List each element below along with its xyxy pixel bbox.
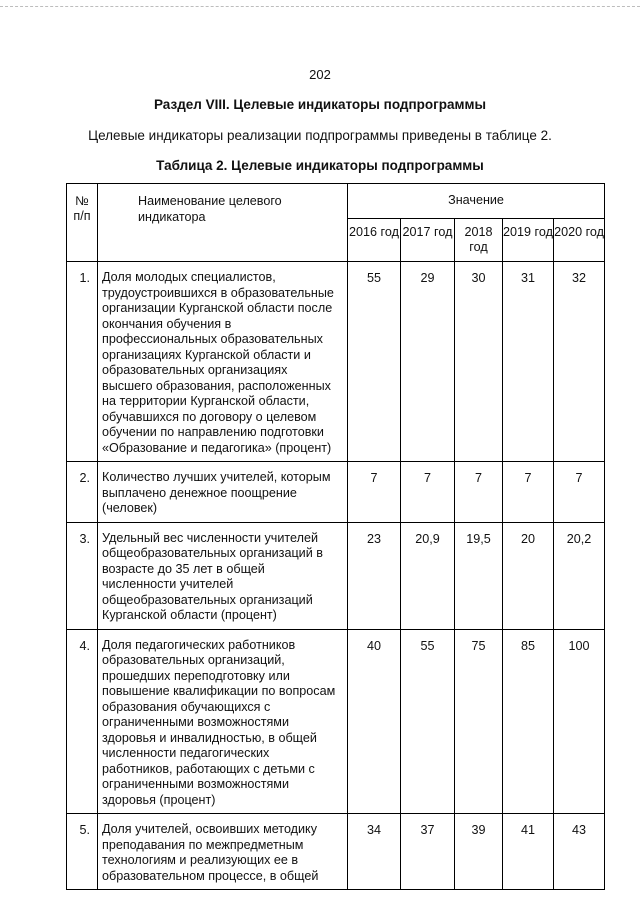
row-number: 1.	[67, 262, 98, 462]
value-cell: 20,9	[401, 522, 455, 629]
table-row	[67, 262, 605, 462]
value-cell: 20,2	[554, 522, 605, 629]
table-row	[67, 522, 605, 629]
value-cell: 7	[455, 462, 503, 523]
value-cell: 20	[503, 522, 554, 629]
value-cell: 23	[348, 522, 401, 629]
header-number: № п/п	[67, 184, 98, 262]
value-cell: 7	[554, 462, 605, 523]
section-title: Раздел VIII. Целевые индикаторы подпрограммы	[153, 97, 486, 112]
value-cell: 32	[554, 262, 605, 462]
scan-top-edge	[0, 6, 640, 7]
value-cell: 85	[503, 629, 554, 814]
value-cell: 7	[348, 462, 401, 523]
value-cell: 34	[348, 814, 401, 890]
value-cell: 75	[455, 629, 503, 814]
indicators-table	[66, 183, 605, 890]
row-number: 2.	[67, 462, 98, 523]
intro-text: Целевые индикаторы реализации подпрограммы приведены в таблице 2.	[88, 128, 552, 143]
indicator-name: Доля педагогических работников образовательных организаций, прошедших переподготовку или повышение квалификации по вопросам образования обучающихся с ограниченными возможностями здоровья и инвалидностью, в общей численности педагогических работников, работающих с детьми с ограниченными возможностями здоровья (процент)	[98, 629, 348, 814]
value-cell: 7	[401, 462, 455, 523]
header-indicator-name: Наименование целевого индикатора	[98, 184, 348, 262]
value-cell: 55	[401, 629, 455, 814]
indicator-name: Удельный вес численности учителей общеобразовательных организаций в возрасте до 35 лет в общей численности учителей общеобразовательных организаций Курганской области (процент)	[98, 522, 348, 629]
table-row	[67, 629, 605, 814]
value-cell: 29	[401, 262, 455, 462]
table-row	[67, 814, 605, 890]
header-year: 2017 год	[401, 219, 455, 262]
header-year: 2020 год	[554, 219, 605, 262]
value-cell: 100	[554, 629, 605, 814]
header-value-group: Значение	[348, 184, 605, 219]
table-header-row	[67, 184, 605, 219]
value-cell: 43	[554, 814, 605, 890]
header-year: 2016 год	[348, 219, 401, 262]
value-cell: 7	[503, 462, 554, 523]
table-row	[67, 462, 605, 523]
row-number: 5.	[67, 814, 98, 890]
indicator-name: Количество лучших учителей, которым выплачено денежное поощрение (человек)	[98, 462, 348, 523]
value-cell: 19,5	[455, 522, 503, 629]
indicator-name: Доля молодых специалистов, трудоустроившихся в образовательные организации Курганской области после окончания обучения в профессиональных образовательных организациях Курганской области и образовательных организациях высшего образования, расположенных на территории Курганской области, обучавшихся по договору о целевом обучении по направлению подготовки «Образование и педагогика» (процент)	[98, 262, 348, 462]
header-year: 2018 год	[455, 219, 503, 262]
value-cell: 55	[348, 262, 401, 462]
value-cell: 41	[503, 814, 554, 890]
row-number: 3.	[67, 522, 98, 629]
table-title: Таблица 2. Целевые индикаторы подпрограммы	[156, 158, 484, 173]
row-number: 4.	[67, 629, 98, 814]
page-number: 202	[309, 67, 331, 82]
value-cell: 39	[455, 814, 503, 890]
value-cell: 37	[401, 814, 455, 890]
value-cell: 31	[503, 262, 554, 462]
value-cell: 40	[348, 629, 401, 814]
header-year: 2019 год	[503, 219, 554, 262]
indicator-name: Доля учителей, освоивших методику преподавания по межпредметным технологиям и реализующих ее в образовательном процессе, в общей	[98, 814, 348, 890]
value-cell: 30	[455, 262, 503, 462]
